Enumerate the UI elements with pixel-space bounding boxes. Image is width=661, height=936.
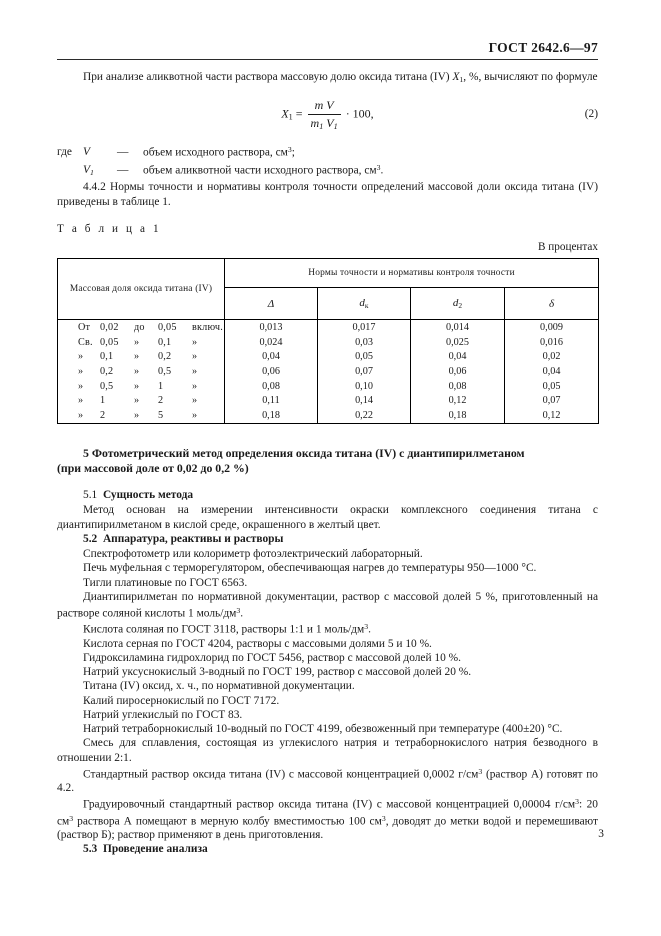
table-cell-deltasmall: 0,07 xyxy=(505,394,599,409)
formula-numerator: m V xyxy=(308,98,341,115)
range-to-value: 0,1 xyxy=(158,336,172,348)
reagent-line: Печь муфельная с терморегулятором, обеспечивающая нагрев до температуры 950—1000 °С. xyxy=(83,562,537,575)
where-symbol: V xyxy=(83,145,90,158)
range-to-word: » xyxy=(134,410,140,422)
standard-number: ГОСТ 2642.6—97 xyxy=(488,40,598,55)
table-cell-range xyxy=(58,379,225,394)
section-5-2-heading xyxy=(57,532,598,547)
table-row xyxy=(58,364,599,379)
range-to-word: » xyxy=(134,366,140,378)
range-to-value: 5 xyxy=(158,410,164,422)
spacer xyxy=(57,476,598,488)
range-to-value: 0,2 xyxy=(158,351,172,363)
range-from-word: » xyxy=(78,395,84,407)
section-5-3-heading xyxy=(57,842,598,857)
table-cell-delta: 0,18 xyxy=(225,408,318,423)
range-from-word: Св. xyxy=(78,336,93,348)
table-cell-d2: 0,12 xyxy=(411,394,505,409)
table-row xyxy=(58,335,599,350)
table-row xyxy=(58,379,599,394)
table-row xyxy=(58,408,599,423)
table-cell-d2: 0,08 xyxy=(411,379,505,394)
table-cell-deltasmall: 0,12 xyxy=(505,408,599,423)
table-cell-delta: 0,013 xyxy=(225,320,318,335)
table-head xyxy=(58,259,599,320)
range-to-value: 0,5 xyxy=(158,366,172,378)
section-5-title-line1: 5 Фотометрический метод определения оксида титана (IV) с диантипирилметаном xyxy=(83,445,525,460)
section-5-title-line2: (при массовой доле от 0,02 до 0,2 %) xyxy=(57,460,249,475)
table-cell-delta: 0,11 xyxy=(225,394,318,409)
table-cell-range xyxy=(58,335,225,350)
where-symbol: $V_1$ xyxy=(83,164,94,177)
range-to-value: 0,05 xyxy=(158,322,177,333)
range-from-word: » xyxy=(78,410,84,422)
table-units-note: В процентах xyxy=(538,241,598,254)
section-5-3-number: 5.3 xyxy=(83,843,98,856)
table-cell-range xyxy=(58,364,225,379)
section-5-1-heading xyxy=(57,488,598,503)
range-to-value: 1 xyxy=(158,380,164,392)
table-cell-delta: 0,04 xyxy=(225,350,318,365)
table-cell-d2: 0,014 xyxy=(411,320,505,335)
range-from-value: 2 xyxy=(100,410,106,422)
spacer xyxy=(57,424,598,446)
range-from-word: » xyxy=(78,380,84,392)
section-5-1-title: Сущность метода xyxy=(102,488,194,501)
reagent-diantipirilmetan: Диантипирилметан по нормативной документации, раствор с массовой долей 5 %, приготовленный на растворе соляной кислоты 1 моль/$дм^3$. xyxy=(57,590,598,620)
table-header-group: Нормы точности и нормативы контроля точности xyxy=(225,259,599,288)
range-to-word: до xyxy=(134,322,145,333)
formula-number: (2) xyxy=(584,107,598,120)
table-row xyxy=(58,320,599,335)
table-cell-dk: 0,017 xyxy=(318,320,411,335)
reagent-line: Натрий уксуснокислый 3-водный по ГОСТ 199, раствор с массовой долей 20 %. xyxy=(83,666,472,679)
table-cell-delta: 0,024 xyxy=(225,335,318,350)
section-5-2-title: Аппаратура, реактивы и растворы xyxy=(102,533,284,546)
section-5-3-title: Проведение анализа xyxy=(102,843,208,856)
table-cell-dk: 0,05 xyxy=(318,350,411,365)
table-cell-d2: 0,18 xyxy=(411,408,505,423)
range-from-value: 1 xyxy=(100,395,106,407)
section-5-2-number: 5.2 xyxy=(83,533,98,546)
page-content xyxy=(57,70,598,857)
table-cell-dk: 0,03 xyxy=(318,335,411,350)
range-suffix: » xyxy=(192,351,198,363)
table-cell-deltasmall: 0,05 xyxy=(505,379,599,394)
range-to-word: » xyxy=(134,336,140,348)
reagent-tetraborate: Натрий тетраборнокислый 10-водный по ГОСТ 4199, обезвоженный при температуре (400±20) °С. xyxy=(83,723,563,736)
page-number: 3 xyxy=(598,828,604,840)
reagent-line: Спектрофотометр или колориметр фотоэлектрический лабораторный. xyxy=(83,548,423,561)
formula-denominator: $m_1$ $V_1$ xyxy=(310,115,338,131)
reagent-line: Гидроксиламина гидрохлорид по ГОСТ 5456, раствор с массовой долей 10 %. xyxy=(83,652,461,665)
table-cell-range xyxy=(58,394,225,409)
formula-2: $X_1$ = $\frac{\text{m V}}{m_1 V_1}$ · 100, xyxy=(281,97,374,131)
range-from-value: 0,2 xyxy=(100,366,114,378)
where-dash: — xyxy=(117,145,129,158)
table-cell-delta: 0,06 xyxy=(225,364,318,379)
reagent-line: Тигли платиновые по ГОСТ 6563. xyxy=(83,576,248,589)
table-caption: Т а б л и ц а 1 xyxy=(57,223,162,236)
where-item-v: где V — объем исходного раствора, $см^3$; xyxy=(57,144,295,158)
table-cell-d2: 0,04 xyxy=(411,350,505,365)
where-dash: — xyxy=(117,164,129,177)
table-cell-delta: 0,08 xyxy=(225,379,318,394)
range-to-word: » xyxy=(134,380,140,392)
table-cell-range xyxy=(58,320,225,335)
table-cell-deltasmall: 0,02 xyxy=(505,350,599,365)
header-rule xyxy=(57,59,598,60)
section-5-heading xyxy=(57,446,598,476)
range-suffix: » xyxy=(192,366,198,378)
range-from-value: 0,05 xyxy=(100,336,119,348)
range-suffix: » xyxy=(192,336,198,348)
table-row xyxy=(58,394,599,409)
range-to-value: 2 xyxy=(158,395,164,407)
table-cell-dk: 0,10 xyxy=(318,379,411,394)
range-from-value: 0,5 xyxy=(100,380,114,392)
standard-solution-text: Стандартный раствор оксида титана (IV) с массовой концентрацией 0,0002 $г/см^3$ (раствор А) готовят по 4.2. xyxy=(57,766,599,795)
table-row xyxy=(58,350,599,365)
table-header-dk: $d_к$ xyxy=(318,288,411,320)
reagent-line: Калий пиросернокислый по ГОСТ 7172. xyxy=(83,694,280,707)
range-from-value: 0,02 xyxy=(100,322,119,333)
range-from-word: » xyxy=(78,351,84,363)
intro-paragraph: При анализе аликвотной части раствора массовую долю оксида титана (IV) $X_1$, %, вычисляют по формуле xyxy=(83,71,598,84)
table-header-deltasmall: δ xyxy=(505,288,599,320)
running-head xyxy=(57,40,598,60)
section-5-1-text: Метод основан на измерении интенсивности окраски комплексного соединения титана с диантипирилметаном в кислой среде, окрашенного в желтый цвет. xyxy=(57,503,598,531)
reagent-line: Натрий углекислый по ГОСТ 83. xyxy=(83,708,243,721)
table-header-d2: $d_2$ xyxy=(411,288,505,320)
range-to-word: » xyxy=(134,395,140,407)
where-list xyxy=(57,142,598,180)
range-from-word: » xyxy=(78,366,84,378)
table-cell-range xyxy=(58,350,225,365)
formula-block xyxy=(57,96,598,136)
table-cell-d2: 0,025 xyxy=(411,335,505,350)
table-cell-deltasmall: 0,009 xyxy=(505,320,599,335)
reagent-mixture: Смесь для сплавления, состоящая из углекислого натрия и тетраборнокислого натрия безводного в отношении 2:1. xyxy=(57,737,598,764)
table-cell-dk: 0,22 xyxy=(318,408,411,423)
range-suffix: » xyxy=(192,380,198,392)
reagent-line: Титана (IV) оксид, х. ч., по нормативной документации. xyxy=(83,680,355,693)
formula-fraction xyxy=(308,98,341,131)
range-from-value: 0,1 xyxy=(100,351,114,363)
accuracy-norms-table xyxy=(57,258,599,424)
table-header-row-1 xyxy=(58,259,599,288)
table-header-mass-fraction: Массовая доля оксида титана (IV) xyxy=(58,259,225,320)
range-suffix: » xyxy=(192,395,198,407)
table-header-delta: Δ xyxy=(225,288,318,320)
where-item-v1: $V_1$ — объем аликвотной части исходного раствора, $см^3$. xyxy=(57,160,598,180)
range-suffix: » xyxy=(192,410,198,422)
range-from-word: От xyxy=(78,322,91,333)
reagent-line: Кислота соляная по ГОСТ 3118, растворы 1:1 и 1 моль/$дм^3$. xyxy=(83,622,371,636)
calibration-solution-text: Градуировочный стандартный раствор оксида титана (IV) с массовой концентрацией 0,00004 $г/см^3$: 20 $см^3$ раствора А помещают в мерную колбу вместимостью 100 $см^3$, доводят до метки водой и перемешивают (раствор Б); раствор применяют в день приготовления. xyxy=(57,797,599,842)
table-cell-dk: 0,07 xyxy=(318,364,411,379)
table-cell-range xyxy=(58,408,225,423)
table-cell-deltasmall: 0,04 xyxy=(505,364,599,379)
clause-4-4-2: 4.4.2 Нормы точности и нормативы контроля точности определений массовой доли оксида титана (IV) приведены в таблице 1. xyxy=(57,180,598,208)
reagent-line: Кислота серная по ГОСТ 4204, растворы с массовыми долями 5 и 10 %. xyxy=(83,637,432,650)
table-cell-dk: 0,14 xyxy=(318,394,411,409)
where-lead: где xyxy=(57,145,72,158)
table-cell-d2: 0,06 xyxy=(411,364,505,379)
range-suffix: включ. xyxy=(192,322,223,333)
table-cell-deltasmall: 0,016 xyxy=(505,335,599,350)
table-body xyxy=(58,320,599,424)
section-5-1-number: 5.1 xyxy=(83,488,98,501)
range-to-word: » xyxy=(134,351,140,363)
